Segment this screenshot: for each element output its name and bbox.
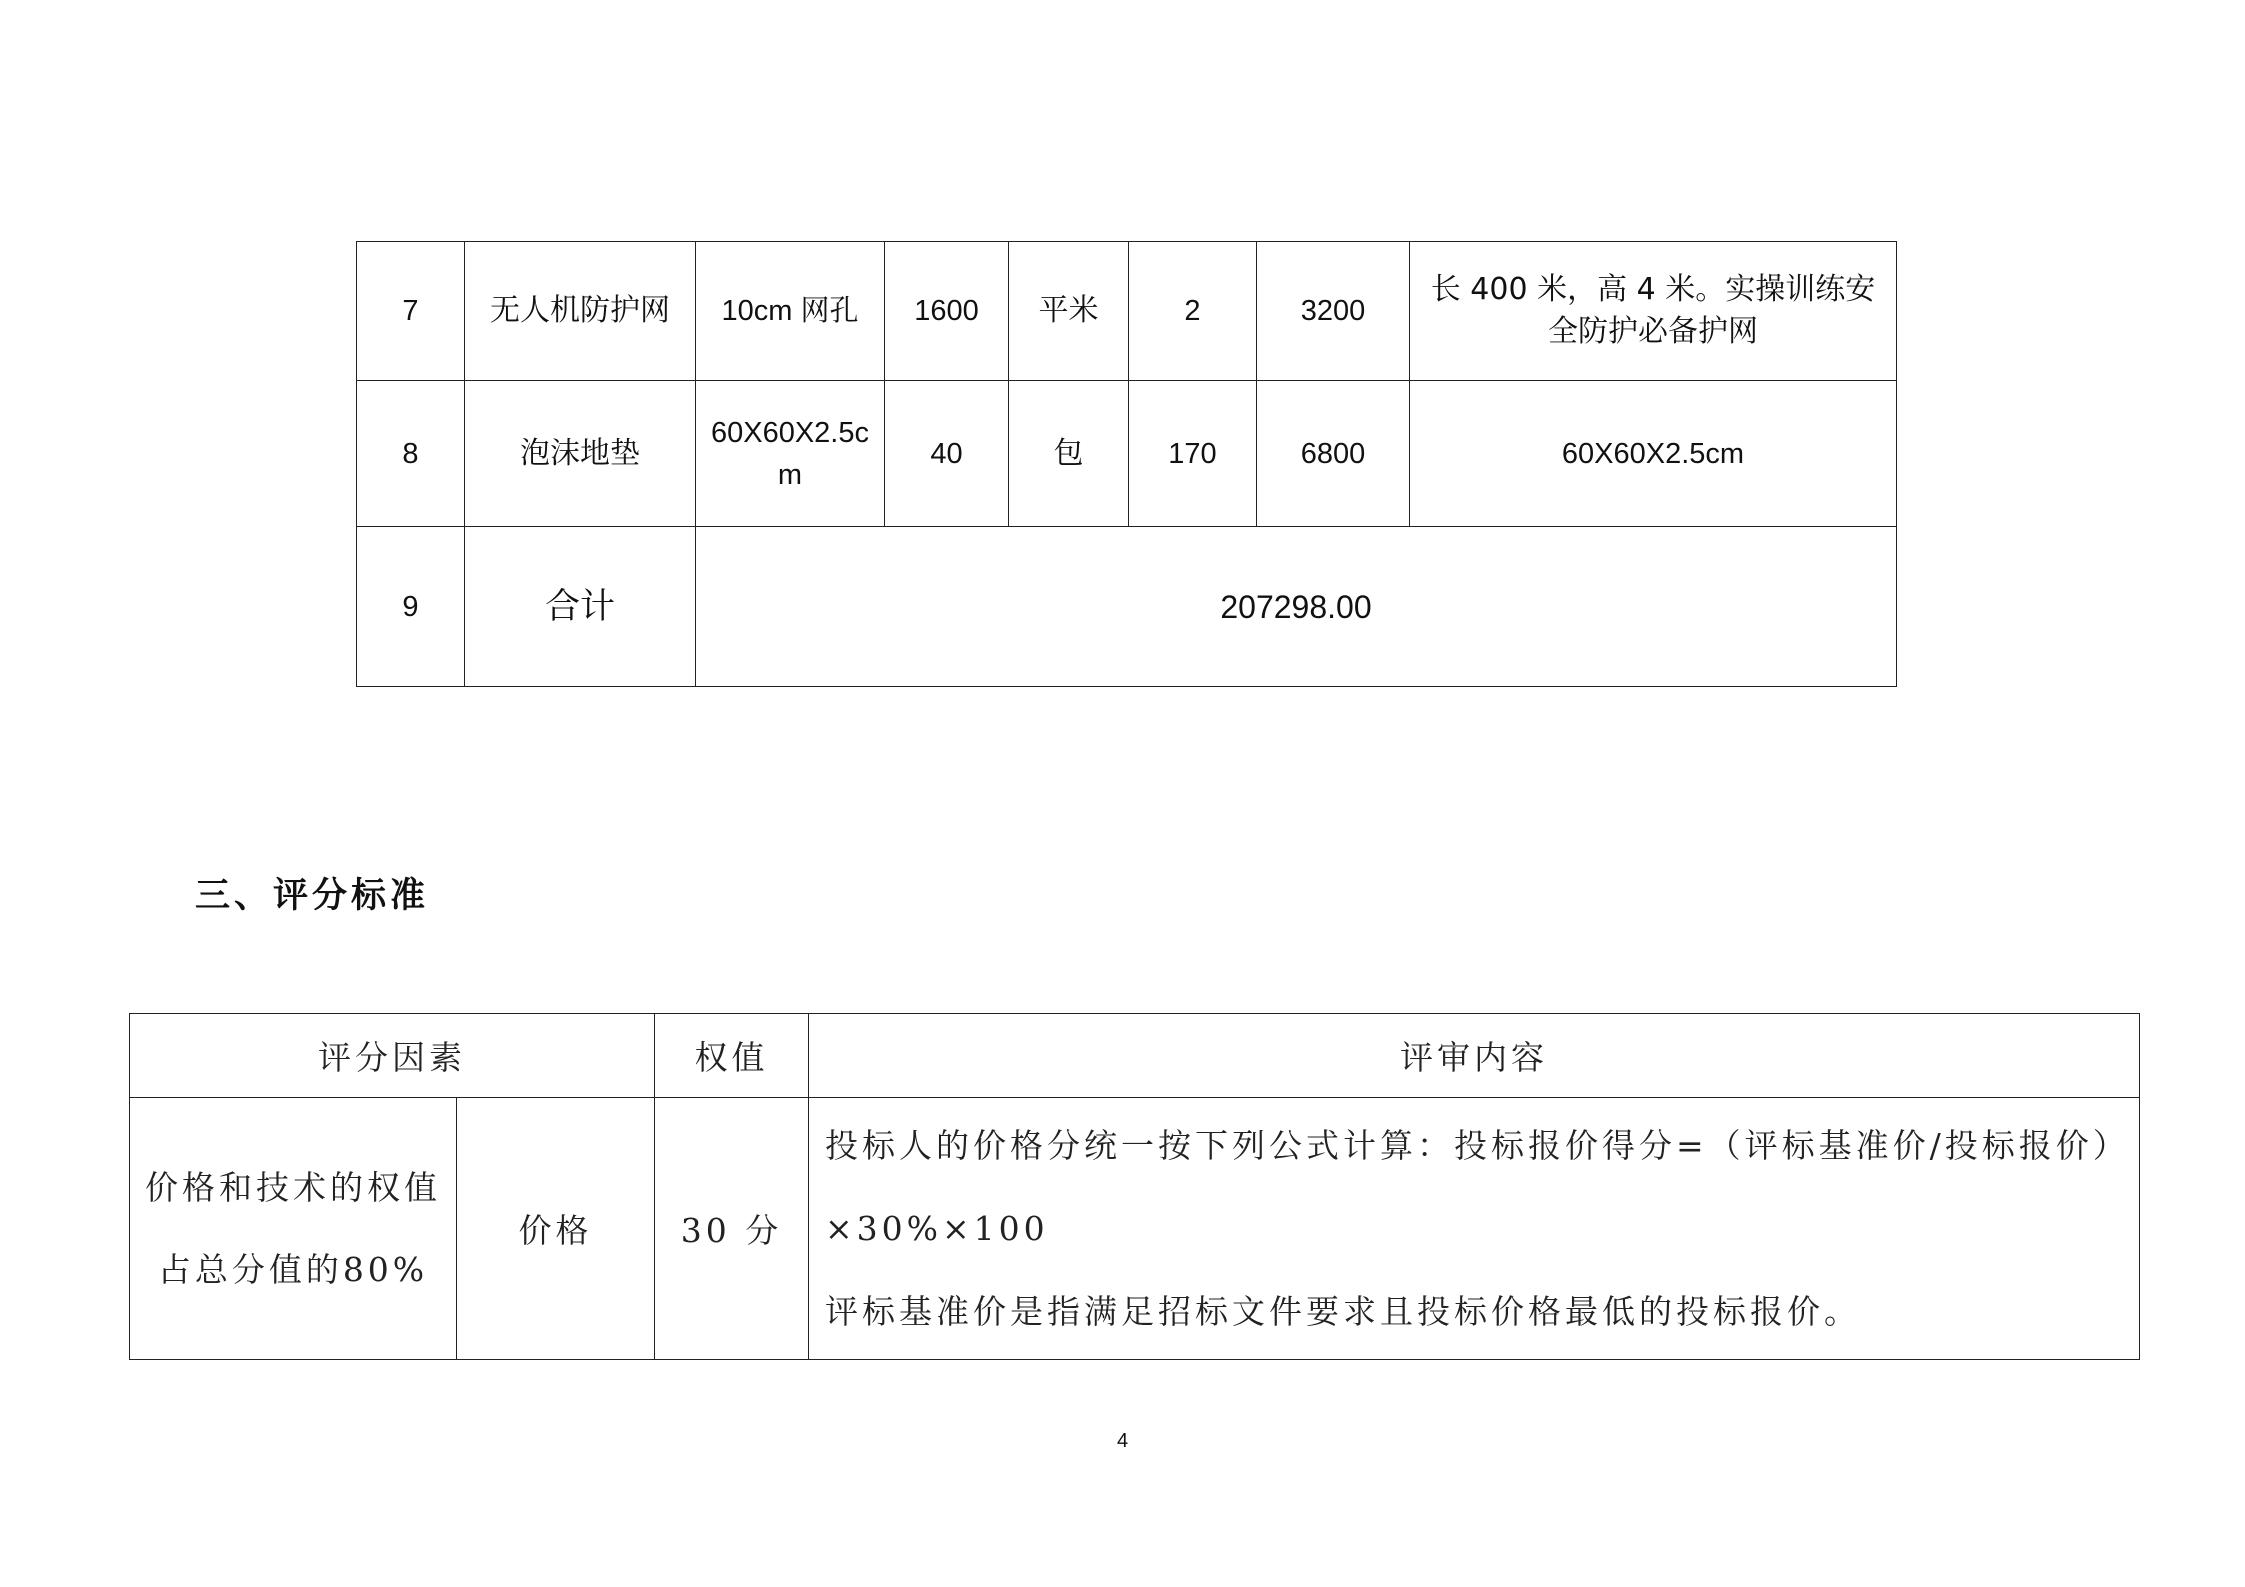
- items-table: [356, 241, 1897, 687]
- score-weight: 30 分: [655, 1098, 809, 1360]
- item-qty: 1600: [885, 242, 1009, 381]
- score-baseline-note: 评标基准价是指满足招标文件要求且投标价格最低的投标报价。: [825, 1292, 1861, 1331]
- scoring-table: [129, 1013, 2140, 1360]
- header-content: 评审内容: [809, 1014, 2140, 1098]
- table-row: [357, 381, 1897, 527]
- item-name: 泡沫地垫: [465, 381, 696, 527]
- item-amount: 6800: [1257, 381, 1410, 527]
- total-value: 207298.00: [696, 527, 1897, 687]
- total-no: 9: [357, 527, 465, 687]
- page-number: 4: [1116, 1430, 1129, 1452]
- item-unit: 平米: [1009, 242, 1129, 381]
- item-unit: 包: [1009, 381, 1129, 527]
- item-spec: 60X60X2.5cm: [696, 381, 885, 527]
- section-heading: 三、评分标准: [195, 876, 430, 916]
- total-label: 合计: [465, 527, 696, 687]
- item-amount: 3200: [1257, 242, 1410, 381]
- item-qty: 40: [885, 381, 1009, 527]
- score-formula: 投标人的价格分统一按下列公式计算：投标报价得分=（评标基准价/投标报价）×30%×100: [825, 1126, 2114, 1248]
- item-price: 2: [1129, 242, 1257, 381]
- item-name: 无人机防护网: [465, 242, 696, 381]
- table-row: [357, 242, 1897, 381]
- header-row: [130, 1014, 2140, 1098]
- item-spec: 10cm 网孔: [696, 242, 885, 381]
- score-factor: 价格: [457, 1098, 655, 1360]
- score-content: [809, 1098, 2140, 1360]
- score-category: 价格和技术的权值占总分值的80%: [130, 1098, 457, 1360]
- item-remark: 长 400 米，高 4 米。实操训练安全防护必备护网: [1410, 242, 1897, 381]
- item-price: 170: [1129, 381, 1257, 527]
- header-factor: 评分因素: [130, 1014, 655, 1098]
- table-row: [130, 1098, 2140, 1360]
- item-remark: 60X60X2.5cm: [1410, 381, 1897, 527]
- header-weight: 权值: [655, 1014, 809, 1098]
- total-row: [357, 527, 1897, 687]
- item-no: 8: [357, 381, 465, 527]
- item-no: 7: [357, 242, 465, 381]
